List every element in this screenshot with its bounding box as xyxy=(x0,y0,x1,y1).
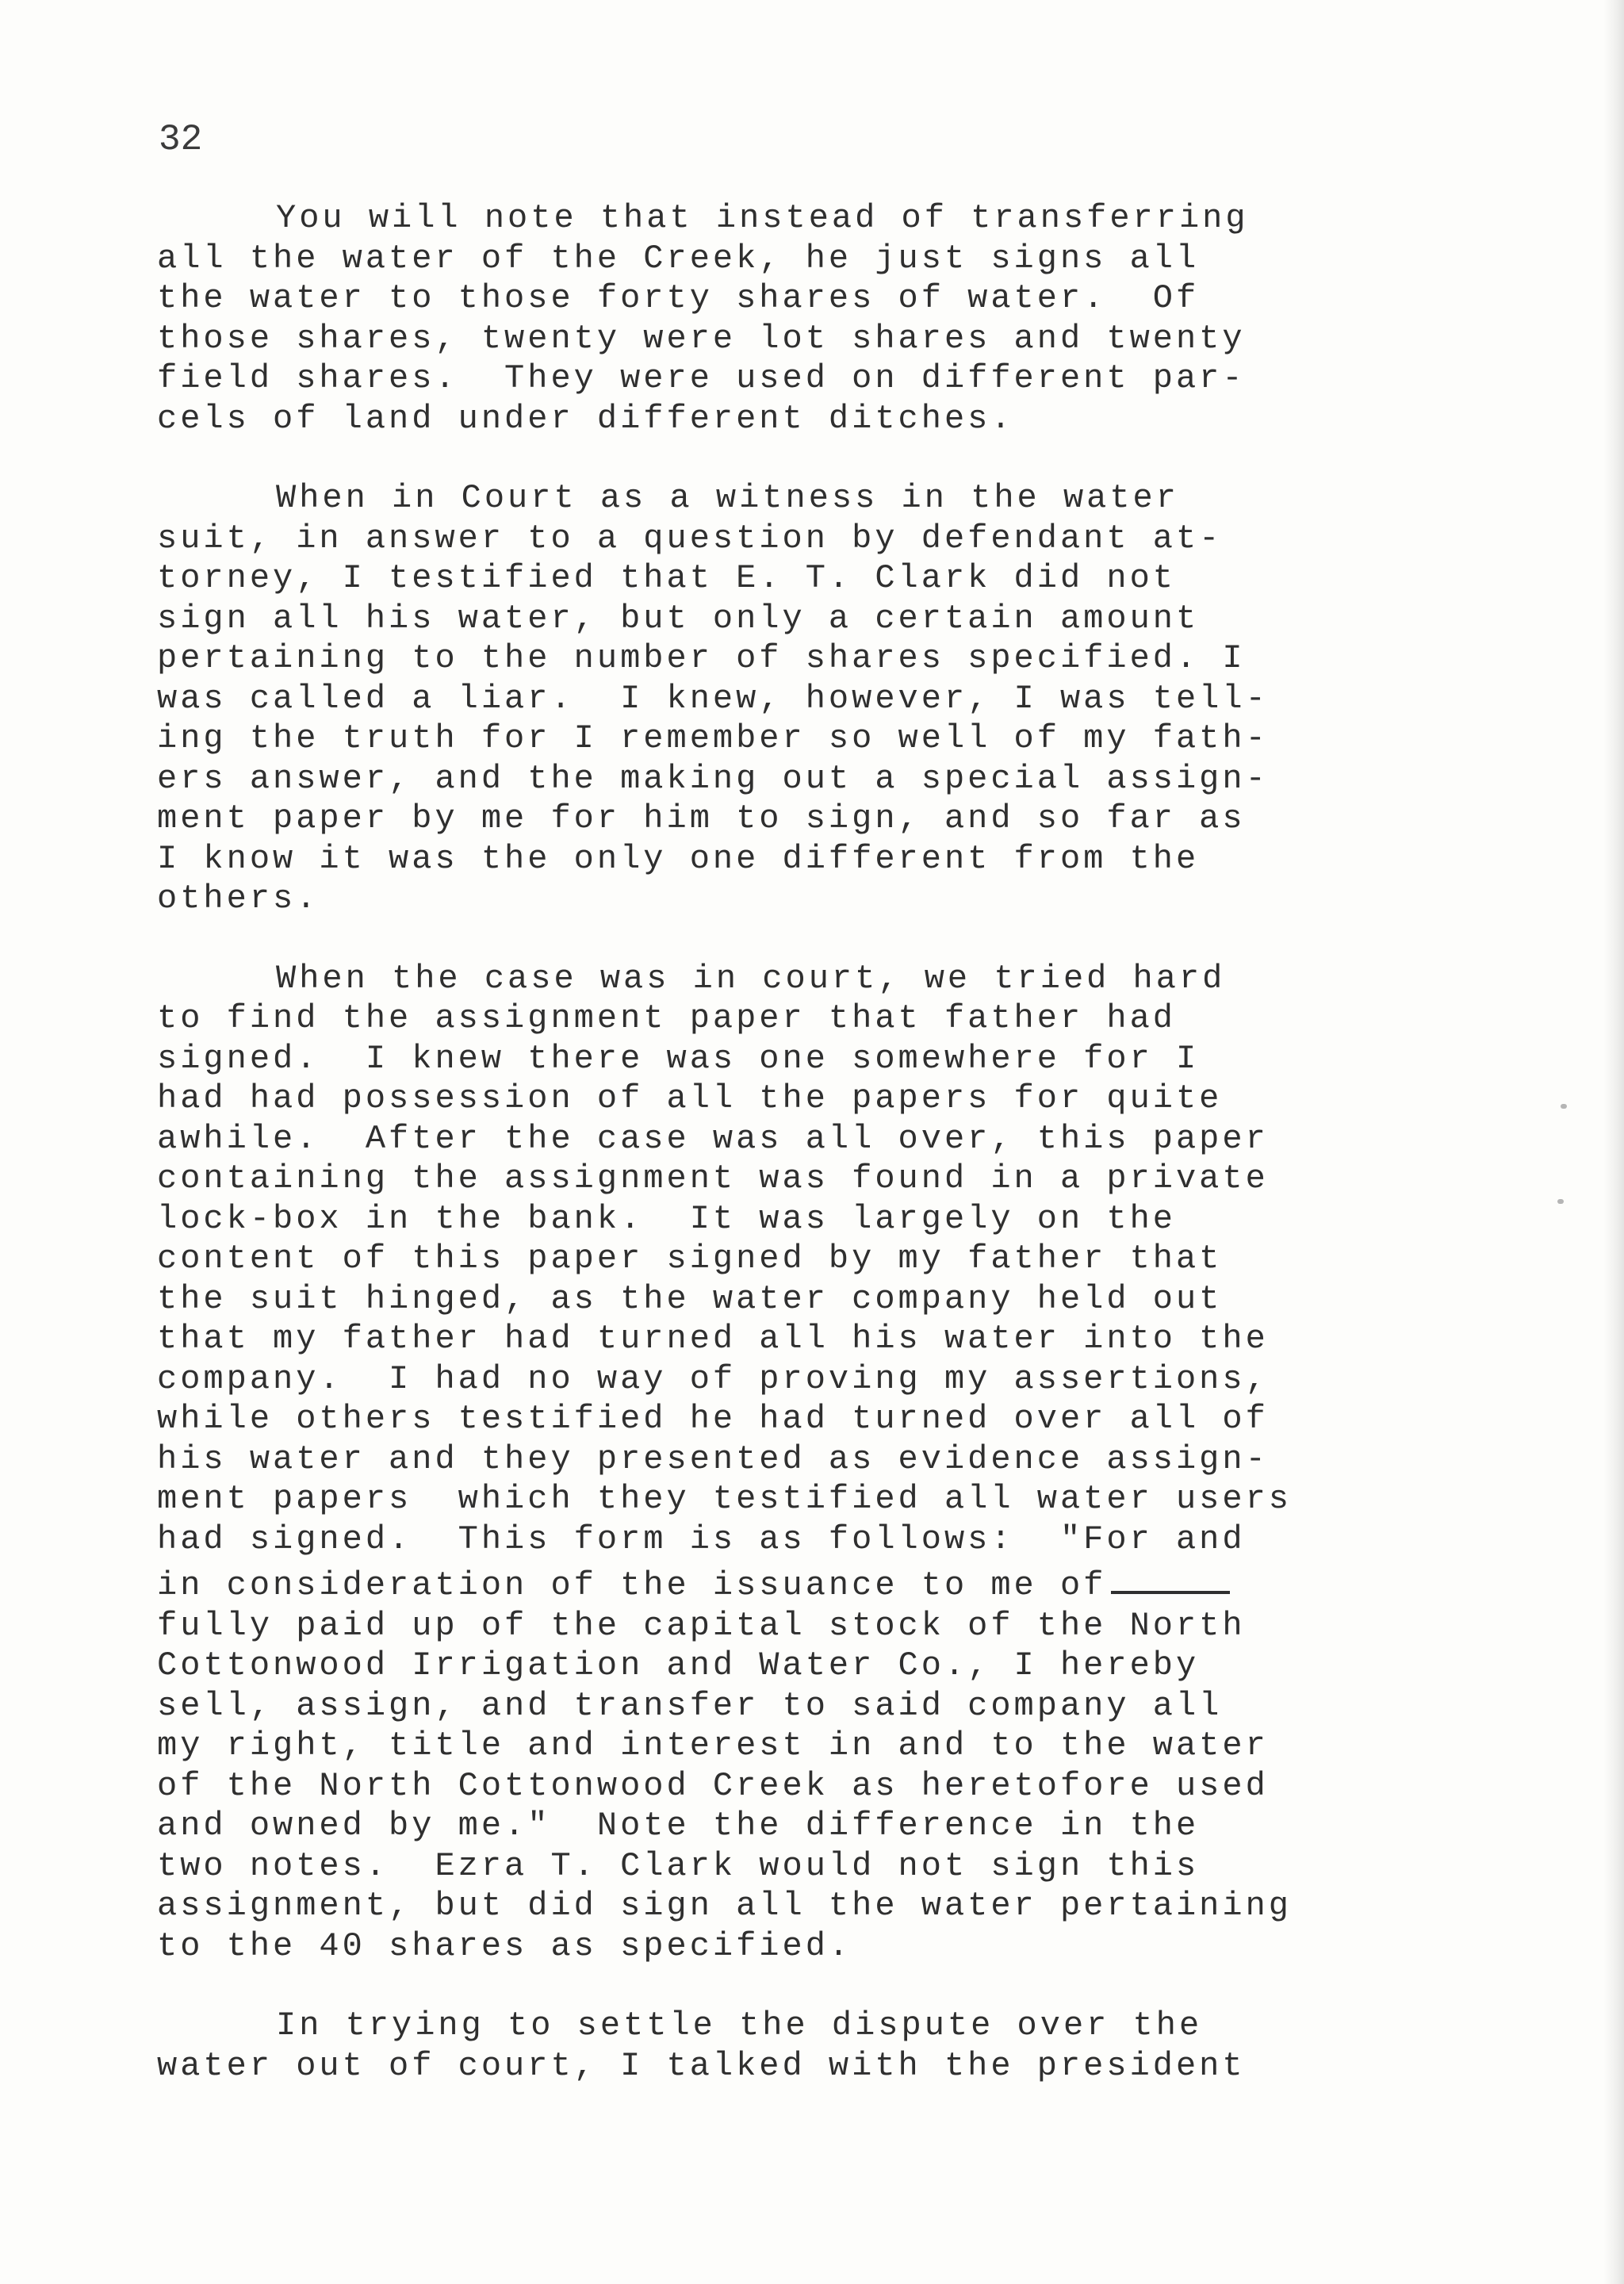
text-line: field shares. They were used on different par- xyxy=(157,359,1246,397)
text-line: the water to those forty shares of water. Of xyxy=(157,279,1200,317)
paragraph-3 xyxy=(157,959,1346,1967)
text-line: ment paper by me for him to sign, and so far as xyxy=(157,799,1246,837)
text-line: containing the assignment was found in a private xyxy=(157,1159,1269,1198)
text-line: lock-box in the bank. It was largely on the xyxy=(157,1199,1176,1238)
text-line-with-blank xyxy=(157,1559,1346,1606)
text-line: awhile. After the case was all over, this paper xyxy=(157,1119,1269,1158)
text-line: others. xyxy=(157,879,320,918)
text-line: suit, in answer to a question by defendant at- xyxy=(157,519,1223,558)
text-line-content: in consideration of the issuance to me of xyxy=(157,1566,1107,1604)
document-body xyxy=(157,198,1346,2125)
paragraph-1 xyxy=(157,198,1346,439)
text-line: the suit hinged, as the water company held out xyxy=(157,1279,1223,1318)
text-line: water out of court, I talked with the president xyxy=(157,2046,1246,2085)
text-line: cels of land under different ditches. xyxy=(157,399,1014,438)
text-line: ing the truth for I remember so well of my fath- xyxy=(157,719,1269,757)
text-line: pertaining to the number of shares specified. I xyxy=(157,639,1246,677)
text-line: torney, I testified that E. T. Clark did not xyxy=(157,559,1176,597)
text-line: signed. I knew there was one somewhere for I xyxy=(157,1039,1200,1078)
text-line: all the water of the Creek, he just signs all xyxy=(157,239,1200,278)
text-line: company. I had no way of proving my assertions, xyxy=(157,1359,1269,1398)
text-line: to the 40 shares as specified. xyxy=(157,1926,852,1965)
text-line: sign all his water, but only a certain amount xyxy=(157,599,1200,638)
paragraph-2 xyxy=(157,478,1346,919)
text-line: two notes. Ezra T. Clark would not sign this xyxy=(157,1846,1200,1885)
text-line: was called a liar. I knew, however, I was tell- xyxy=(157,679,1269,718)
text-line: those shares, twenty were lot shares and twenty xyxy=(157,319,1246,358)
page-edge-shadow xyxy=(1603,0,1624,2284)
text-line: ment papers which they testified all water users xyxy=(157,1480,1293,1518)
text-line: content of this paper signed by my father that xyxy=(157,1240,1223,1278)
text-line: and owned by me." Note the difference in the xyxy=(157,1807,1200,1845)
text-line: You will note that instead of transferring xyxy=(276,199,1249,237)
paragraph-4 xyxy=(157,2006,1346,2086)
text-line: of the North Cottonwood Creek as heretofore used xyxy=(157,1766,1269,1805)
text-line: his water and they presented as evidence assign- xyxy=(157,1439,1269,1478)
text-line: had had possession of all the papers for quite xyxy=(157,1079,1223,1117)
text-line: to find the assignment paper that father had xyxy=(157,999,1176,1037)
text-line: sell, assign, and transfer to said company all xyxy=(157,1686,1223,1725)
blank-fill-line xyxy=(1111,1559,1230,1594)
text-line: When the case was in court, we tried hard xyxy=(276,959,1226,998)
text-line: ers answer, and the making out a special assign- xyxy=(157,759,1269,798)
text-line: that my father had turned all his water into the xyxy=(157,1320,1269,1358)
text-line: my right, title and interest in and to the water xyxy=(157,1726,1269,1765)
text-line: assignment, but did sign all the water pertaining xyxy=(157,1887,1293,1925)
scan-speck xyxy=(1557,1199,1564,1204)
text-line: I know it was the only one different from the xyxy=(157,839,1200,878)
scan-speck xyxy=(1561,1104,1567,1109)
text-line: while others testified he had turned over all of xyxy=(157,1400,1269,1438)
text-line: fully paid up of the capital stock of the North xyxy=(157,1606,1246,1645)
text-line: In trying to settle the dispute over the xyxy=(276,2006,1203,2044)
text-line: had signed. This form is as follows: "For and xyxy=(157,1519,1246,1558)
text-line: Cottonwood Irrigation and Water Co., I hereby xyxy=(157,1646,1200,1684)
page-number: 32 xyxy=(159,119,203,160)
text-line: When in Court as a witness in the water xyxy=(276,479,1179,517)
